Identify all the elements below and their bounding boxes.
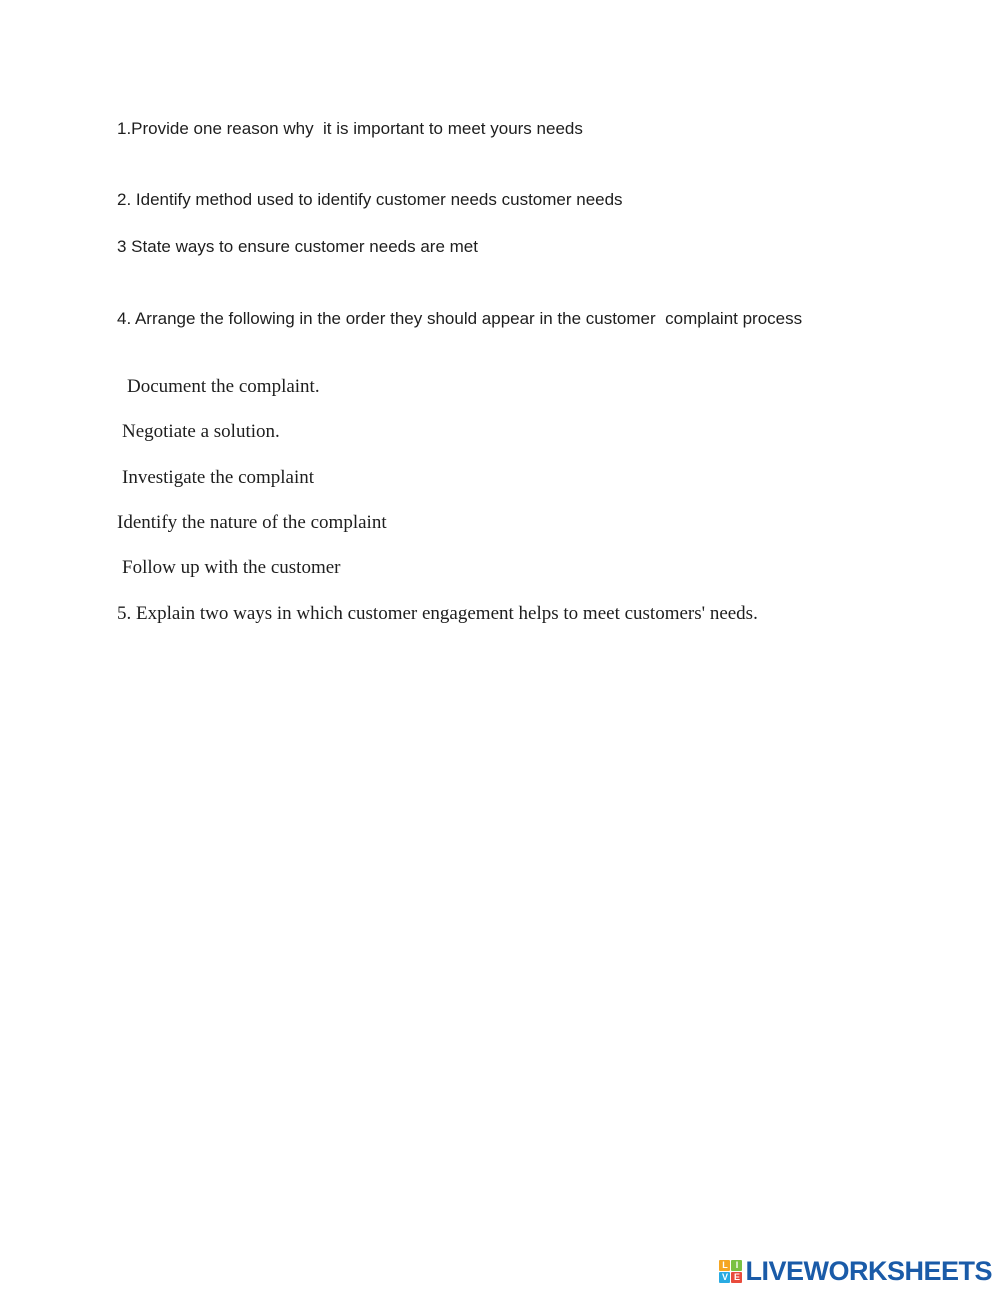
question-3: 3 State ways to ensure customer needs are met [117, 237, 478, 256]
complaint-step-investigate: Investigate the complaint [122, 467, 315, 488]
logo-icon-letter-v: V [719, 1272, 730, 1283]
logo-icon-letter-i: I [731, 1260, 742, 1271]
question-1: 1.Provide one reason why it is important to meet yours needs [117, 119, 583, 138]
logo-icon-letter-e: E [731, 1272, 742, 1283]
complaint-step-identify: Identify the nature of the complaint [117, 512, 387, 533]
question-2: 2. Identify method used to identify customer needs customer needs [117, 190, 623, 209]
question-4: 4. Arrange the following in the order they should appear in the customer complaint process [117, 309, 803, 328]
liveworksheets-logo [719, 1256, 992, 1286]
liveworksheets-logo-text: LIVEWORKSHEETS [745, 1255, 992, 1286]
complaint-step-document: Document the complaint. [127, 376, 320, 397]
logo-icon-letter-l: L [719, 1260, 730, 1271]
complaint-step-negotiate: Negotiate a solution. [122, 421, 280, 442]
question-5: 5. Explain two ways in which customer engagement helps to meet customers' needs. [117, 603, 758, 624]
liveworksheets-logo-icon [719, 1260, 742, 1283]
complaint-step-follow-up: Follow up with the customer [122, 557, 341, 578]
